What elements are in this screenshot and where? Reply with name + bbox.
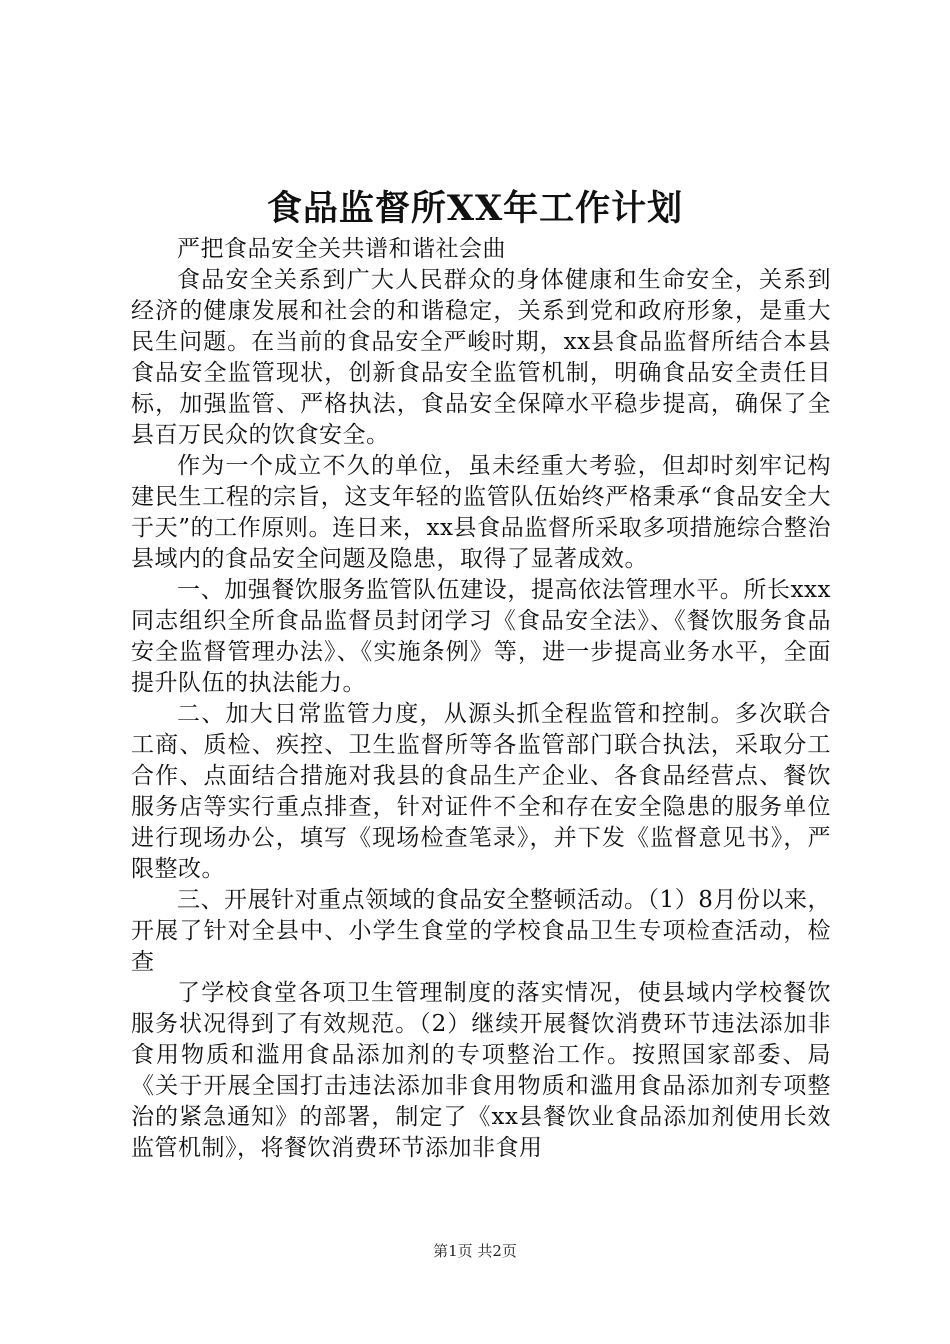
paragraph: 了学校食堂各项卫生管理制度的落实情况，使县域内学校餐饮服务状况得到了有效规范。（2）继续开展餐饮消费环节违法添加非食用物质和滥用食品添加剂的专项整治工作。按照国家部委、局《关于开展全国打击违法添加非食用物质和滥用食品添加剂专项整治的紧急通知》的部署，制定了《xx县餐饮业食品添加剂使用长效监管机制》，将餐饮消费环节添加非食用 <box>131 980 831 1161</box>
paragraph: 二、加大日常监管力度，从源头抓全程监管和控制。多次联合工商、质检、疾控、卫生监督所等各监管部门联合执法，采取分工合作、点面结合措施对我县的食品生产企业、各食品经营点、餐饮服务店等实行重点排查，针对证件不全和存在安全隐患的服务单位进行现场办公，填写《现场检查笔录》，并下发《监督意见书》，严限整改。 <box>131 701 831 882</box>
paragraph-subtitle: 严把食品安全关共谱和谐社会曲 <box>177 236 506 262</box>
paragraph: 作为一个成立不久的单位，虽未经重大考验，但却时刻牢记构建民生工程的宗旨，这支年轻的监管队伍始终严格秉承“食品安全大于天”的工作原则。连日来，xx县食品监督所采取多项措施综合整治县域内的食品安全问题及隐患，取得了显著成效。 <box>131 453 831 572</box>
paragraph: 一、加强餐饮服务监管队伍建设，提高依法管理水平。所长xxx同志组织全所食品监督员封闭学习《食品安全法》、《餐饮服务食品安全监督管理办法》、《实施条例》等，进一步提高业务水平，全面提升队伍的执法能力。 <box>131 577 831 696</box>
paragraph: 食品安全关系到广大人民群众的身体健康和生命安全，关系到经济的健康发展和社会的和谐稳定，关系到党和政府形象，是重大民生问题。在当前的食品安全严峻时期，xx县食品监督所结合本县食品安全监管现状，创新食品安全监管机制，明确食品安全责任目标，加强监管、严格执法，食品安全保障水平稳步提高，确保了全县百万民众的饮食安全。 <box>131 267 831 448</box>
document-body <box>131 234 831 1164</box>
paragraph: 三、开展针对重点领域的食品安全整顿活动。（1）8月份以来，开展了针对全县中、小学生食堂的学校食品卫生专项检查活动，检查 <box>131 887 831 975</box>
page-number-footer: 第1页 共2页 <box>433 1242 517 1260</box>
document-title: 食品监督所XX年工作计划 <box>266 188 684 229</box>
